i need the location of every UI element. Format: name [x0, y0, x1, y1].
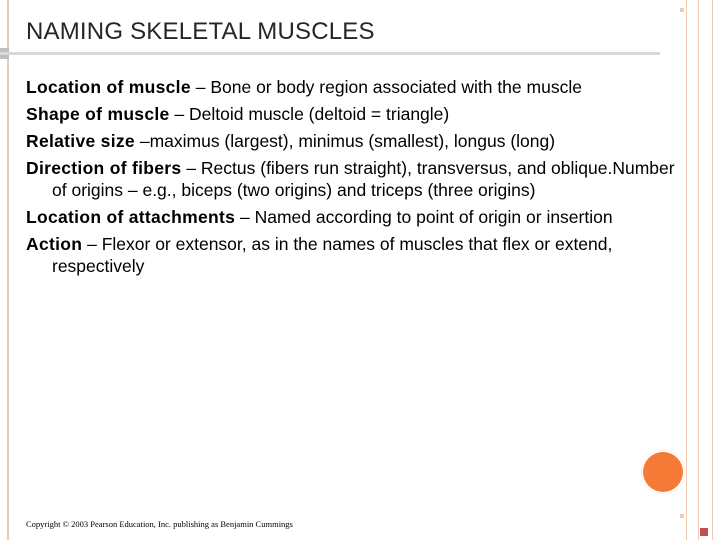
right-decor-line-1 [686, 0, 687, 540]
item-heading: Location of muscle [26, 77, 191, 97]
item-body: – Deltoid muscle (deltoid = triangle) [169, 104, 450, 124]
list-item-shape [26, 103, 686, 125]
left-decor-line [7, 0, 9, 540]
list-item-action [26, 233, 686, 277]
item-body: –maximus (largest), minimus (smallest), longus (long) [134, 131, 556, 151]
item-body: – Bone or body region associated with the muscle [190, 77, 582, 97]
decor-circle [641, 450, 685, 494]
copyright-footer: Copyright © 2003 Pearson Education, Inc. publishing as Benjamin Cummings [26, 519, 293, 529]
list-item-location [26, 76, 686, 98]
right-decor-line-2 [698, 0, 699, 540]
item-body: – Named according to point of origin or insertion [235, 207, 613, 227]
slide-title: NAMING SKELETAL MUSCLES [26, 18, 375, 45]
item-heading: Shape of muscle [26, 104, 170, 124]
decor-tick-bottom [680, 514, 684, 518]
item-body: – Flexor or extensor, as in the names of muscles that flex or extend, respectively [52, 234, 613, 276]
title-rule [0, 52, 660, 55]
item-heading: Direction of fibers [26, 158, 182, 178]
list-item-direction [26, 157, 686, 201]
item-heading: Location of attachments [26, 207, 236, 227]
content-list [26, 76, 686, 282]
right-decor-line-3 [712, 0, 713, 540]
item-heading: Relative size [26, 131, 135, 151]
item-body: – Rectus (fibers run straight), transversus, and oblique.Number of origins – e.g., biceps (two origins) and triceps (three origins) [52, 158, 675, 200]
list-item-attachments [26, 206, 686, 228]
list-item-relative-size [26, 130, 686, 152]
decor-tick-top [680, 8, 684, 12]
decor-corner-square [700, 528, 708, 536]
item-heading: Action [26, 234, 83, 254]
